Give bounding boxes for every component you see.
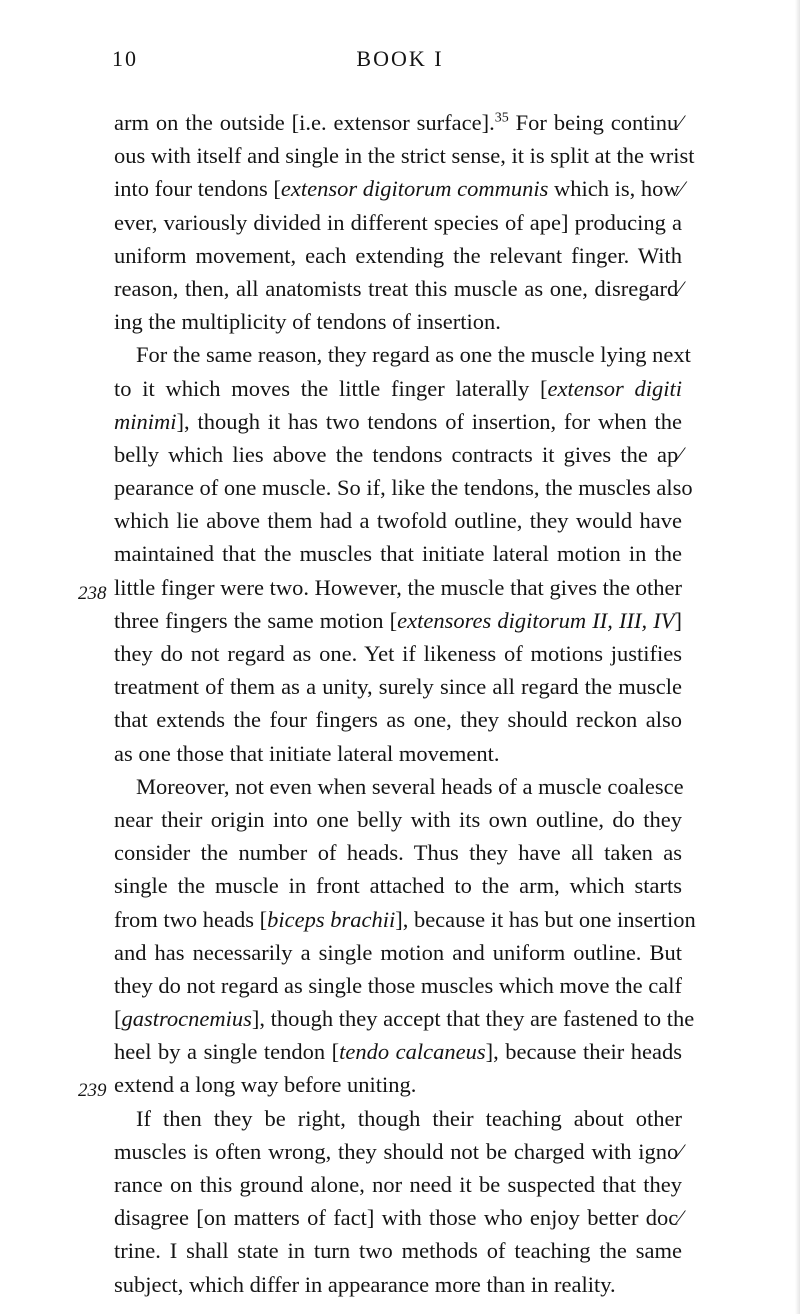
text-line: near their origin into one belly with its own outline, do they	[114, 806, 682, 832]
page-edge-shadow	[795, 0, 800, 1314]
latin-term: extensor digitorum communis	[280, 176, 549, 202]
footnote-marker: 35	[494, 110, 509, 126]
running-head: BOOK I	[356, 46, 444, 71]
text-segment: [	[114, 1006, 122, 1032]
text-line: ing the multiplicity of tendons of insertion.	[114, 309, 501, 335]
body-text	[114, 106, 696, 1301]
text-line: as one those that initiate lateral movement.	[114, 740, 500, 766]
text-line: they do not regard as single those muscles which move the calf	[114, 972, 682, 998]
margin-number: 238	[78, 583, 107, 604]
text-line	[114, 106, 682, 139]
text-line: single the muscle in front attached to the arm, which starts	[114, 873, 682, 899]
text-line: maintained that the muscles that initiate lateral motion in the	[114, 541, 682, 567]
text-line: rance on this ground alone, nor need it be suspected that they	[114, 1172, 682, 1197]
latin-term: extensores digitorum II, III, IV	[397, 607, 675, 633]
text-line: trine. I shall state in turn two methods of teaching the same	[114, 1238, 682, 1264]
text-line: For the same reason, they regard as one the muscle lying next	[136, 342, 691, 368]
text-line: Moreover, not even when several heads of a muscle coalesce	[136, 773, 684, 799]
text-line: and has necessarily a single motion and uniform outline. But	[114, 939, 682, 965]
text-line: little finger were two. However, the muscle that gives the other	[114, 574, 682, 600]
text-segment: into four tendons [	[114, 176, 281, 202]
text-line: disagree [on matters of fact] with those who enjoy better doc⁄	[114, 1205, 682, 1231]
page-number: 10	[112, 46, 138, 71]
text-line: muscles is often wrong, they should not be charged with igno⁄	[114, 1138, 682, 1164]
text-line: they do not regard as one. Yet if likeness of motions justifies	[114, 641, 682, 666]
text-line: ous with itself and single in the strict sense, it is split at the wrist	[114, 143, 695, 169]
text-line: reason, then, all anatomists treat this muscle as one, disregard⁄	[114, 275, 682, 301]
page-header	[0, 46, 800, 76]
text-line: pearance of one muscle. So if, like the tendons, the muscles also	[114, 475, 693, 501]
text-segment: ], though they accept that they are fastened to the	[251, 1006, 695, 1032]
margin-number: 239	[78, 1080, 107, 1101]
text-line	[114, 372, 682, 405]
text-segment: which is, how⁄	[548, 176, 684, 202]
text-segment: ], because it has but one insertion	[395, 906, 696, 932]
text-line: that extends the four fingers as one, they should reckon also	[114, 707, 682, 733]
latin-term: gastrocnemius	[121, 1006, 252, 1032]
text-segment: arm on the outside [i.e. extensor surface].	[114, 110, 495, 135]
text-line	[114, 405, 682, 438]
text-line: subject, which differ in appearance more than in reality.	[114, 1271, 616, 1297]
latin-term: tendo calcaneus	[339, 1039, 486, 1065]
latin-term: minimi	[114, 408, 177, 434]
latin-term: extensor digiti	[547, 375, 682, 401]
text-segment: heel by a single tendon [	[114, 1039, 340, 1065]
text-segment: three fingers the same motion [	[114, 607, 398, 633]
text-line: which lie above them had a twofold outline, they would have	[114, 508, 682, 534]
text-line	[114, 903, 696, 936]
text-segment: ], though it has two tendons of insertion, for when the	[176, 408, 682, 434]
text-line: ever, variously divided in different species of ape] producing a	[114, 209, 682, 235]
text-line: extend a long way before uniting.	[114, 1072, 417, 1098]
text-line: If then they be right, though their teaching about other	[136, 1105, 682, 1131]
text-line: treatment of them as a unity, surely since all regard the muscle	[114, 674, 682, 700]
text-line: consider the number of heads. Thus they have all taken as	[114, 840, 682, 866]
latin-term: biceps brachii	[267, 906, 396, 932]
text-line	[114, 1035, 682, 1068]
text-segment: to it which moves the little finger laterally [	[114, 375, 548, 401]
text-line	[114, 172, 682, 205]
text-segment: For being continu⁄	[508, 110, 682, 135]
text-segment: from two heads [	[114, 906, 268, 932]
text-line	[114, 1002, 695, 1035]
text-line: uniform movement, each extending the relevant finger. With	[114, 242, 682, 268]
text-segment: ]	[674, 607, 682, 633]
text-line: belly which lies above the tendons contracts it gives the ap⁄	[114, 441, 682, 467]
text-line	[114, 604, 682, 637]
text-segment: ], because their heads	[485, 1039, 683, 1065]
